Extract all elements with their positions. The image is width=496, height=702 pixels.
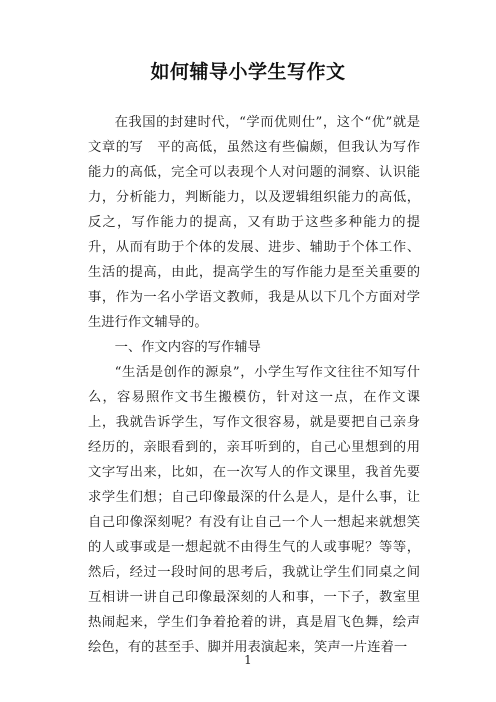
document-title: 如何辅导小学生写作文 <box>150 61 346 83</box>
paragraph-content: “生活是创作的源泉”，小学生写作文往往不知写什么，容易照作文书生搬模仿，针对这一点，在作文课上，我就告诉学生，写作文很容易，就是要把自己亲身经历的，亲眼看到的，亲耳听到的，自己心里想到的用文字写出来，比如，在一次写人的作文课里，我首先要求学生们想；自己印像最深的什么是人，是什么事，让自己印像深刻呢？有没有让自己一个人一想起来就想笑的人或事或是一想起就不由得生气的人或事呢？等等，然后，经过一段时间的思考后，我就让学生们同桌之间互相讲一讲自己印像最深刻的人和事，一下子，教室里热闹起来，学生们争着抢着的讲，真是眉飞色舞，绘声绘色，有的甚至手、脚并用表演起来，笑声一片连着一 <box>88 365 420 655</box>
page-number: 1 <box>244 653 252 667</box>
section-heading: 一、作文内容的写作辅导 <box>114 340 261 355</box>
paragraph-intro: 在我国的封建时代，“学而优则仕”，这个“优”就是文章的写 平的高低，虽然这有些偏颇，但我认为写作能力的高低，完全可以表现个人对问题的洞察、认识能力，分析能力，判断能力，以及逻辑组织能力的高低，反之，写作能力的提高，又有助于这些多种能力的提升，从而有助于个体的发展、进步、辅助于个体工作、生活的提高，由此，提高学生的写作能力是至关重要的事，作为一名小学语文教师，我是从以下几个方面对学生进行作文辅导的。 <box>88 115 420 330</box>
document-body <box>88 110 420 660</box>
